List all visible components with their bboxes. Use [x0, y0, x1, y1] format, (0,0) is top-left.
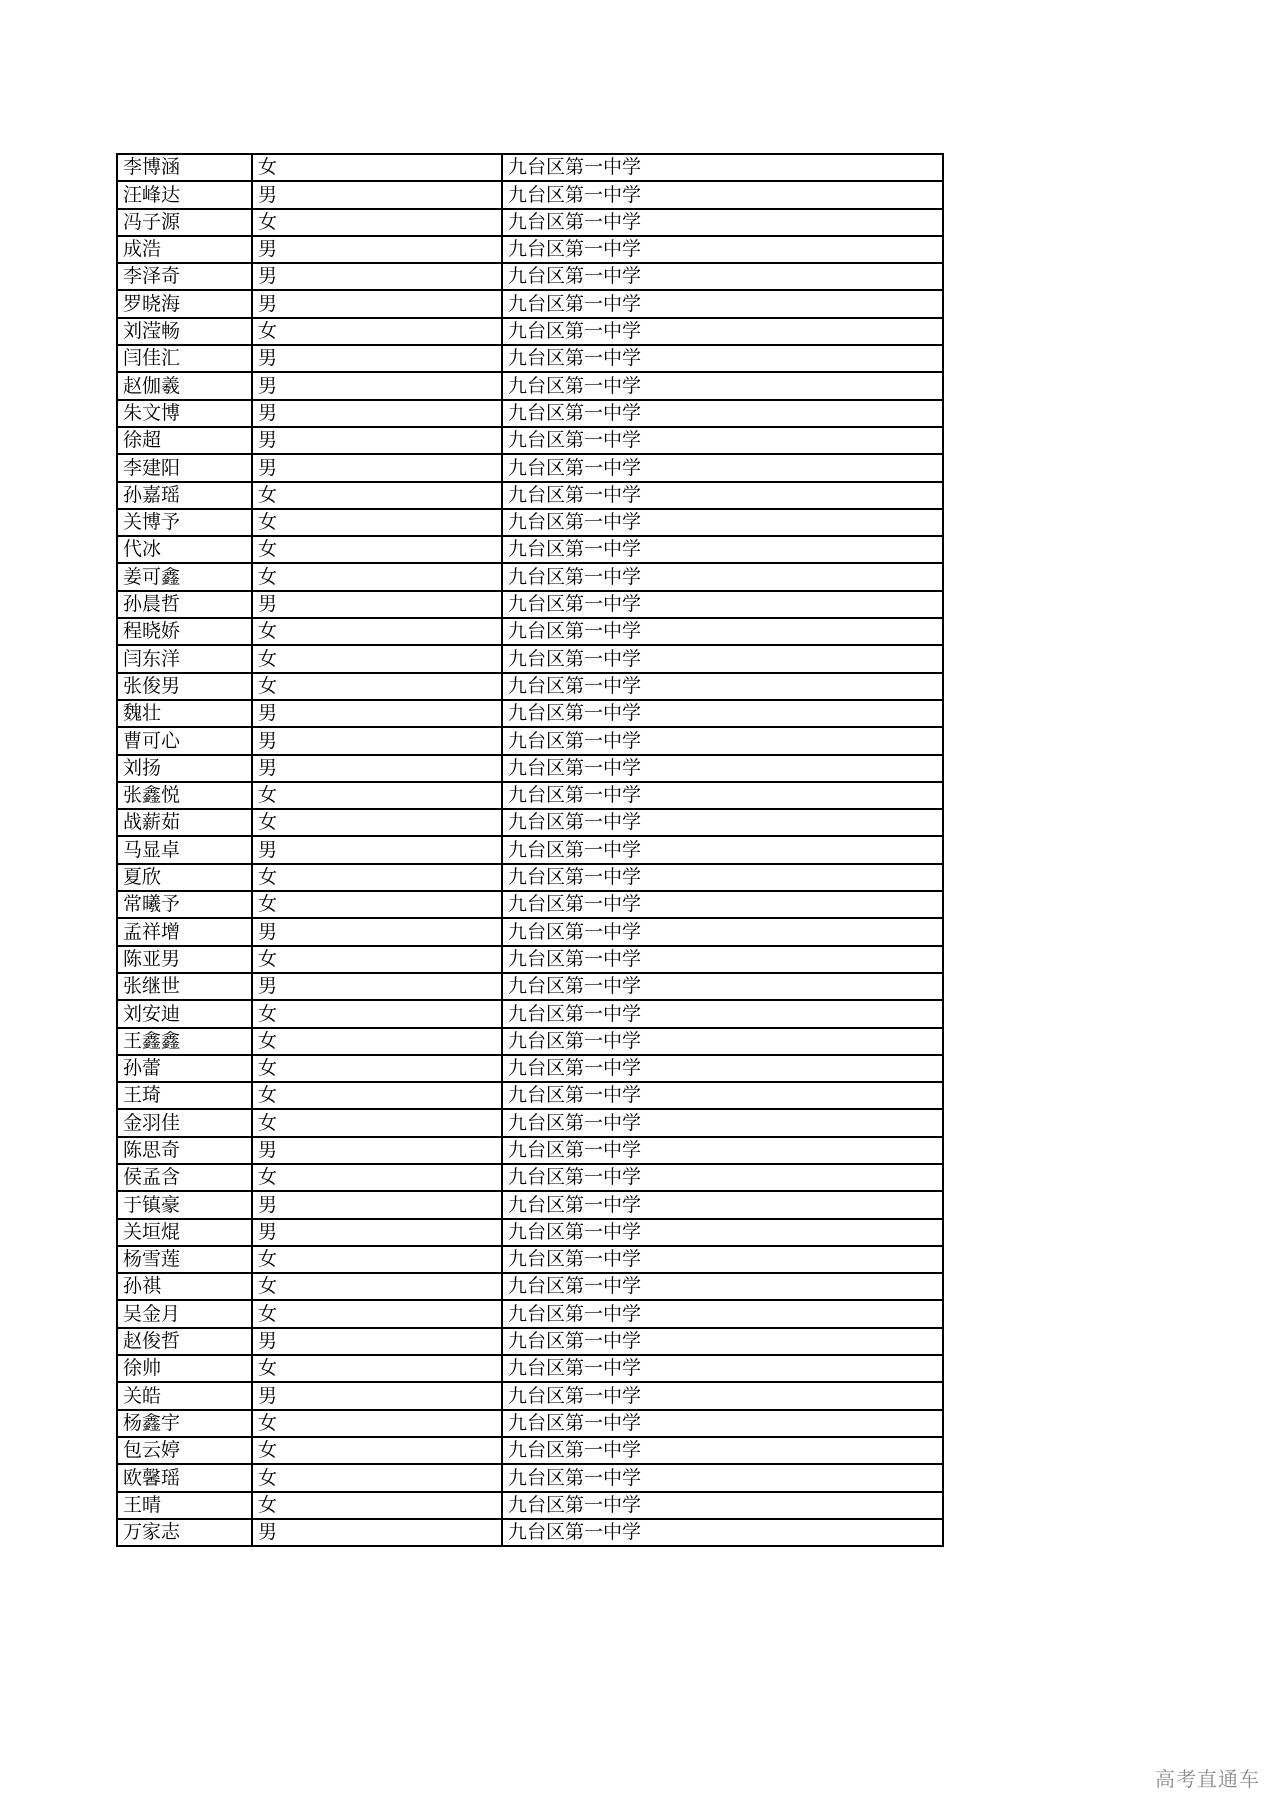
student-name-cell: 常曦予 [117, 891, 252, 918]
school-cell: 九台区第一中学 [502, 1300, 943, 1327]
school-cell: 九台区第一中学 [502, 1109, 943, 1136]
gender-cell: 女 [252, 782, 502, 809]
table-row [117, 563, 943, 590]
student-name-cell: 孙祺 [117, 1273, 252, 1300]
gender-cell: 男 [252, 181, 502, 208]
student-name-cell: 吴金月 [117, 1300, 252, 1327]
gender-cell: 女 [252, 209, 502, 236]
school-cell: 九台区第一中学 [502, 1028, 943, 1055]
table-row [117, 809, 943, 836]
gender-cell: 女 [252, 1082, 502, 1109]
gender-cell: 男 [252, 236, 502, 263]
table-row [117, 864, 943, 891]
school-cell: 九台区第一中学 [502, 1492, 943, 1519]
school-cell: 九台区第一中学 [502, 1191, 943, 1218]
gender-cell: 女 [252, 946, 502, 973]
gender-cell: 男 [252, 345, 502, 372]
gender-cell: 男 [252, 1519, 502, 1546]
table-row [117, 209, 943, 236]
gender-cell: 女 [252, 864, 502, 891]
school-cell: 九台区第一中学 [502, 891, 943, 918]
school-cell: 九台区第一中学 [502, 1519, 943, 1546]
table-row [117, 1410, 943, 1437]
gender-cell: 男 [252, 836, 502, 863]
gender-cell: 女 [252, 1492, 502, 1519]
school-cell: 九台区第一中学 [502, 563, 943, 590]
table-row [117, 1246, 943, 1273]
gender-cell: 女 [252, 1355, 502, 1382]
school-cell: 九台区第一中学 [502, 209, 943, 236]
table-row [117, 154, 943, 181]
table-row [117, 1437, 943, 1464]
student-name-cell: 李博涵 [117, 154, 252, 181]
table-row [117, 454, 943, 481]
student-name-cell: 欧馨瑶 [117, 1464, 252, 1491]
gender-cell: 男 [252, 290, 502, 317]
table-row [117, 400, 943, 427]
student-name-cell: 杨雪莲 [117, 1246, 252, 1273]
table-row [117, 755, 943, 782]
gender-cell: 男 [252, 454, 502, 481]
student-name-cell: 杨鑫宇 [117, 1410, 252, 1437]
student-name-cell: 姜可鑫 [117, 563, 252, 590]
gender-cell: 女 [252, 1300, 502, 1327]
table-row [117, 1328, 943, 1355]
student-name-cell: 刘滢畅 [117, 318, 252, 345]
student-name-cell: 夏欣 [117, 864, 252, 891]
student-name-cell: 于镇豪 [117, 1191, 252, 1218]
gender-cell: 女 [252, 1109, 502, 1136]
student-name-cell: 李建阳 [117, 454, 252, 481]
school-cell: 九台区第一中学 [502, 372, 943, 399]
student-name-cell: 汪峰达 [117, 181, 252, 208]
gender-cell: 男 [252, 918, 502, 945]
school-cell: 九台区第一中学 [502, 1246, 943, 1273]
student-name-cell: 闫东洋 [117, 645, 252, 672]
table-row [117, 673, 943, 700]
school-cell: 九台区第一中学 [502, 1164, 943, 1191]
gender-cell: 男 [252, 1191, 502, 1218]
gender-cell: 女 [252, 809, 502, 836]
student-roster-table [116, 153, 944, 1547]
student-name-cell: 闫佳汇 [117, 345, 252, 372]
gender-cell: 女 [252, 1164, 502, 1191]
school-cell: 九台区第一中学 [502, 318, 943, 345]
table-row [117, 290, 943, 317]
student-name-cell: 孙蕾 [117, 1055, 252, 1082]
gender-cell: 男 [252, 755, 502, 782]
school-cell: 九台区第一中学 [502, 1137, 943, 1164]
school-cell: 九台区第一中学 [502, 700, 943, 727]
table-row [117, 1109, 943, 1136]
student-name-cell: 朱文博 [117, 400, 252, 427]
gender-cell: 女 [252, 1273, 502, 1300]
school-cell: 九台区第一中学 [502, 1000, 943, 1027]
student-name-cell: 侯孟含 [117, 1164, 252, 1191]
student-name-cell: 张鑫悦 [117, 782, 252, 809]
table-row [117, 891, 943, 918]
student-name-cell: 赵伽羲 [117, 372, 252, 399]
student-name-cell: 万家志 [117, 1519, 252, 1546]
gender-cell: 男 [252, 427, 502, 454]
table-row [117, 1519, 943, 1546]
table-row [117, 318, 943, 345]
student-name-cell: 代冰 [117, 536, 252, 563]
gender-cell: 男 [252, 1382, 502, 1409]
student-name-cell: 孟祥增 [117, 918, 252, 945]
school-cell: 九台区第一中学 [502, 1273, 943, 1300]
gender-cell: 女 [252, 1437, 502, 1464]
student-name-cell: 李泽奇 [117, 263, 252, 290]
student-name-cell: 曹可心 [117, 727, 252, 754]
school-cell: 九台区第一中学 [502, 154, 943, 181]
student-name-cell: 陈思奇 [117, 1137, 252, 1164]
student-name-cell: 孙嘉瑶 [117, 482, 252, 509]
table-row [117, 1219, 943, 1246]
student-name-cell: 关博予 [117, 509, 252, 536]
student-name-cell: 关垣焜 [117, 1219, 252, 1246]
school-cell: 九台区第一中学 [502, 809, 943, 836]
table-row [117, 1300, 943, 1327]
gender-cell: 女 [252, 1464, 502, 1491]
gender-cell: 女 [252, 318, 502, 345]
student-name-cell: 徐超 [117, 427, 252, 454]
gender-cell: 女 [252, 1246, 502, 1273]
student-name-cell: 刘扬 [117, 755, 252, 782]
gender-cell: 女 [252, 1028, 502, 1055]
student-name-cell: 王琦 [117, 1082, 252, 1109]
school-cell: 九台区第一中学 [502, 1410, 943, 1437]
gender-cell: 男 [252, 591, 502, 618]
gender-cell: 女 [252, 618, 502, 645]
table-row [117, 618, 943, 645]
school-cell: 九台区第一中学 [502, 782, 943, 809]
student-name-cell: 孙晨哲 [117, 591, 252, 618]
school-cell: 九台区第一中学 [502, 181, 943, 208]
gender-cell: 男 [252, 1137, 502, 1164]
gender-cell: 女 [252, 509, 502, 536]
table-row [117, 372, 943, 399]
table-row [117, 536, 943, 563]
table-row [117, 836, 943, 863]
table-row [117, 1137, 943, 1164]
student-name-cell: 战薪茹 [117, 809, 252, 836]
school-cell: 九台区第一中学 [502, 1382, 943, 1409]
table-row [117, 591, 943, 618]
school-cell: 九台区第一中学 [502, 973, 943, 1000]
table-row [117, 782, 943, 809]
school-cell: 九台区第一中学 [502, 290, 943, 317]
school-cell: 九台区第一中学 [502, 454, 943, 481]
gender-cell: 男 [252, 700, 502, 727]
school-cell: 九台区第一中学 [502, 864, 943, 891]
school-cell: 九台区第一中学 [502, 536, 943, 563]
student-name-cell: 刘安迪 [117, 1000, 252, 1027]
student-name-cell: 罗晓海 [117, 290, 252, 317]
table-row [117, 918, 943, 945]
gender-cell: 女 [252, 536, 502, 563]
student-name-cell: 金羽佳 [117, 1109, 252, 1136]
table-row [117, 1164, 943, 1191]
gender-cell: 女 [252, 154, 502, 181]
school-cell: 九台区第一中学 [502, 1055, 943, 1082]
gender-cell: 男 [252, 727, 502, 754]
table-row [117, 1028, 943, 1055]
table-row [117, 345, 943, 372]
table-row [117, 1082, 943, 1109]
student-name-cell: 关皓 [117, 1382, 252, 1409]
student-name-cell: 赵俊哲 [117, 1328, 252, 1355]
student-name-cell: 张继世 [117, 973, 252, 1000]
watermark-text: 高考直通车 [1155, 1767, 1260, 1791]
school-cell: 九台区第一中学 [502, 1082, 943, 1109]
gender-cell: 男 [252, 1328, 502, 1355]
gender-cell: 男 [252, 263, 502, 290]
gender-cell: 女 [252, 482, 502, 509]
table-row [117, 1191, 943, 1218]
gender-cell: 女 [252, 645, 502, 672]
table-row [117, 1464, 943, 1491]
student-name-cell: 张俊男 [117, 673, 252, 700]
student-name-cell: 王鑫鑫 [117, 1028, 252, 1055]
gender-cell: 男 [252, 1219, 502, 1246]
gender-cell: 女 [252, 563, 502, 590]
table-row [117, 1273, 943, 1300]
school-cell: 九台区第一中学 [502, 263, 943, 290]
gender-cell: 男 [252, 973, 502, 1000]
school-cell: 九台区第一中学 [502, 755, 943, 782]
school-cell: 九台区第一中学 [502, 727, 943, 754]
school-cell: 九台区第一中学 [502, 482, 943, 509]
school-cell: 九台区第一中学 [502, 509, 943, 536]
table-row [117, 1382, 943, 1409]
gender-cell: 女 [252, 673, 502, 700]
table-row [117, 236, 943, 263]
school-cell: 九台区第一中学 [502, 427, 943, 454]
school-cell: 九台区第一中学 [502, 645, 943, 672]
table-row [117, 645, 943, 672]
table-row [117, 1055, 943, 1082]
roster-body [117, 154, 943, 1546]
school-cell: 九台区第一中学 [502, 1219, 943, 1246]
table-row [117, 482, 943, 509]
school-cell: 九台区第一中学 [502, 946, 943, 973]
table-row [117, 946, 943, 973]
school-cell: 九台区第一中学 [502, 836, 943, 863]
school-cell: 九台区第一中学 [502, 345, 943, 372]
school-cell: 九台区第一中学 [502, 1328, 943, 1355]
school-cell: 九台区第一中学 [502, 400, 943, 427]
school-cell: 九台区第一中学 [502, 673, 943, 700]
table-row [117, 727, 943, 754]
school-cell: 九台区第一中学 [502, 918, 943, 945]
table-row [117, 700, 943, 727]
student-name-cell: 陈亚男 [117, 946, 252, 973]
table-row [117, 973, 943, 1000]
table-row [117, 181, 943, 208]
school-cell: 九台区第一中学 [502, 236, 943, 263]
gender-cell: 女 [252, 1410, 502, 1437]
school-cell: 九台区第一中学 [502, 1437, 943, 1464]
school-cell: 九台区第一中学 [502, 1355, 943, 1382]
gender-cell: 女 [252, 891, 502, 918]
student-name-cell: 王晴 [117, 1492, 252, 1519]
student-name-cell: 魏壮 [117, 700, 252, 727]
gender-cell: 男 [252, 400, 502, 427]
table-row [117, 1000, 943, 1027]
gender-cell: 女 [252, 1055, 502, 1082]
student-name-cell: 成浩 [117, 236, 252, 263]
table-row [117, 1355, 943, 1382]
table-row [117, 427, 943, 454]
gender-cell: 男 [252, 372, 502, 399]
student-name-cell: 徐帅 [117, 1355, 252, 1382]
table-row [117, 509, 943, 536]
school-cell: 九台区第一中学 [502, 1464, 943, 1491]
gender-cell: 女 [252, 1000, 502, 1027]
student-name-cell: 程晓娇 [117, 618, 252, 645]
school-cell: 九台区第一中学 [502, 591, 943, 618]
student-name-cell: 冯子源 [117, 209, 252, 236]
table-row [117, 263, 943, 290]
school-cell: 九台区第一中学 [502, 618, 943, 645]
student-name-cell: 马显卓 [117, 836, 252, 863]
table-row [117, 1492, 943, 1519]
student-name-cell: 包云婷 [117, 1437, 252, 1464]
